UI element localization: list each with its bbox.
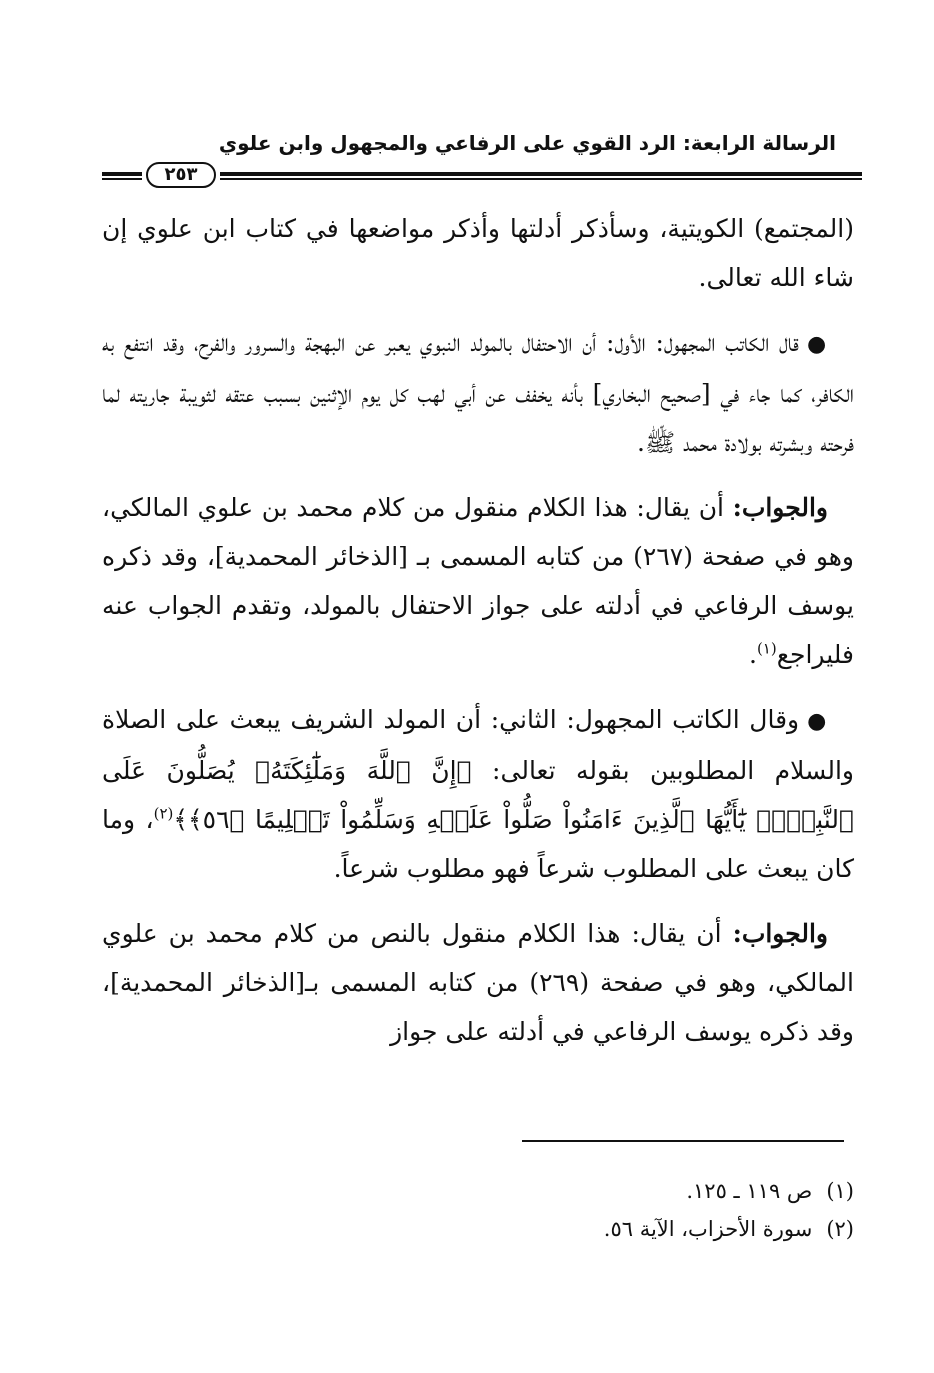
paragraph-text: أن يقال: هذا الكلام منقول بالنص من كلام محمد بن علوي المالكي، وهو في صفحة (٢٦٩) من كتابه المسمى بـ[الذخائر المحمدية]، وقد ذكره يوسف الرفاعي في أدلته على جواز [102,919,854,1046]
page-number: ٢٥٣ [146,162,216,188]
paragraph-2 [102,318,854,467]
quran-verse: ﴿إِنَّ ٱللَّهَ وَمَلَٰٓئِكَتَهُۥ يُصَلُّونَ عَلَى ٱلنَّبِيِّۚ يَٰٓأَيُّهَا ٱلَّذِينَ ءَامَنُواْ صَلُّواْ عَلَيۡهِ وَسَلِّمُواْ تَسۡلِيمًا ﴿٥٦﴾﴾ [102,756,854,834]
running-header: الرسالة الرابعة: الرد القوي على الرفاعي والمجهول وابن علوي [218,131,836,155]
paragraph-4 [102,695,854,893]
paragraph-text: أن يقال: هذا الكلام منقول من كلام محمد بن علوي المالكي، وهو في صفحة (٢٦٧) من كتابه المسمى بـ [الذخائر المحمدية]، وقد ذكره يوسف الرفاعي في أدلته على جواز الاحتفال بالمولد، وتقدم الجواب عنه فليراجع [102,493,854,669]
footnote-text: ص ١١٩ ـ ١٢٥. [686,1179,813,1203]
body-text [102,204,854,1072]
paragraph-end: . [748,640,757,669]
bullet-icon: ● [806,332,828,357]
paragraph-5 [102,909,854,1056]
footnote-marker: (١) [826,1179,854,1203]
answer-lead: والجواب: [732,919,828,948]
paragraph-text: قال الكاتب المجهول: الأول: أن الاحتفال بالمولد النبوي يعبر عن البهجة والسرور والفرح، وقد انتفع به الكافر، كما جاء في [صحيح البخاري] بأنه يخفف عن أبي لهب كل يوم الإثنين بسبب عتقه لثويبة جاريته لما فرحته وبشرته بولادة محمد ﷺ. [102,328,854,457]
footnote-text: سورة الأحزاب، الآية ٥٦. [603,1217,813,1241]
bullet-icon: ● [807,709,829,734]
paragraph-1: (المجتمع) الكويتية، وسأذكر أدلتها وأذكر مواضعها في كتاب ابن علوي إن شاء الله تعالى. [102,214,854,292]
rule-line [102,178,142,180]
paragraph-3 [102,483,854,679]
footnotes [94,1172,854,1248]
footnote-ref[interactable]: (٢) [153,804,174,823]
footnote-1 [94,1172,854,1210]
paragraph-text: ، وما كان يبعث على المطلوب شرعاً فهو مطلوب شرعاً. [102,805,854,883]
footnote-ref[interactable]: (١) [756,639,777,658]
rule-line [220,172,862,176]
rule-line [102,172,142,176]
header-rule [102,162,862,190]
footnote-2 [94,1210,854,1248]
footnote-rule [522,1140,844,1142]
paragraph-text: وقال الكاتب المجهول: الثاني: أن المولد الشريف يبعث على الصلاة والسلام المطلوبين بقوله تعالى: [102,705,855,785]
answer-lead: والجواب: [732,493,828,522]
rule-line [220,178,862,180]
footnote-marker: (٢) [826,1217,854,1241]
